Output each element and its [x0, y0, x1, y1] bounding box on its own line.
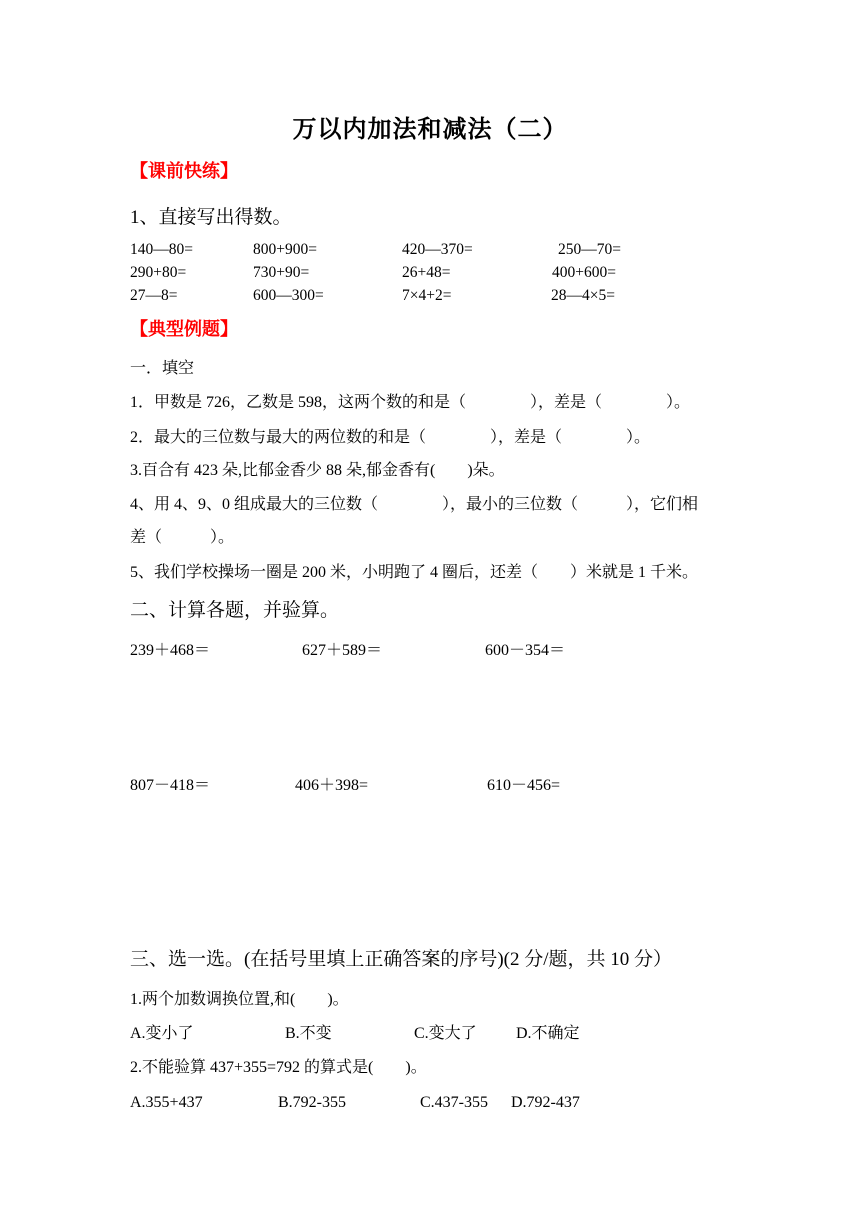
- page-title: 万以内加法和减法（二）: [292, 117, 568, 143]
- oral-cell: 26+48=: [402, 264, 451, 281]
- fill-item-4: 4、用 4、9、0 组成最大的三位数（ ），最小的三位数（ ），它们相: [130, 496, 699, 513]
- calc-problem: 627＋589＝: [302, 642, 383, 659]
- choose-option: D.792-437: [511, 1094, 580, 1111]
- question-1-heading: 1、直接写出得数。: [130, 207, 292, 228]
- choose-option: C.变大了: [414, 1025, 477, 1042]
- choose-option: B.792-355: [278, 1094, 346, 1111]
- fill-item-1: 1．甲数是 726，乙数是 598，这两个数的和是（ ），差是（ ）。: [130, 394, 691, 411]
- fill-item-5: 5、我们学校操场一圈是 200 米，小明跑了 4 圈后，还差（ ）米就是 1 千米。: [130, 564, 699, 581]
- choose-option: C.437-355: [420, 1094, 488, 1111]
- oral-cell: 250—70=: [558, 241, 621, 258]
- fill-item-4-continued: 差（ ）。: [130, 529, 235, 546]
- oral-cell: 290+80=: [130, 264, 187, 281]
- oral-cell: 400+600=: [552, 264, 616, 281]
- choose-option: B.不变: [285, 1025, 332, 1042]
- oral-cell: 420—370=: [402, 241, 473, 258]
- choose-option: A.变小了: [130, 1025, 194, 1042]
- calc-problem: 807－418＝: [130, 777, 211, 794]
- choose-question-1: 1.两个加数调换位置,和( )。: [130, 991, 349, 1008]
- fill-heading: 一．填空: [130, 360, 195, 377]
- oral-cell: 140—80=: [130, 241, 193, 258]
- choose-option: D.不确定: [516, 1025, 580, 1042]
- oral-cell: 27—8=: [130, 287, 178, 304]
- fill-item-2: 2．最大的三位数与最大的两位数的和是（ ），差是（ ）。: [130, 429, 651, 446]
- oral-cell: 800+900=: [253, 241, 317, 258]
- oral-cell: 28—4×5=: [551, 287, 615, 304]
- calc-problem: 406＋398=: [295, 777, 369, 794]
- oral-cell: 600—300=: [253, 287, 324, 304]
- calc-heading: 二、计算各题，并验算。: [130, 600, 340, 621]
- calc-problem: 600－354＝: [485, 642, 566, 659]
- calc-problem: 239＋468＝: [130, 642, 211, 659]
- fill-item-3: 3.百合有 423 朵,比郁金香少 88 朵,郁金香有( )朵。: [130, 462, 505, 479]
- section-pre-class-drill: 【课前快练】: [130, 161, 238, 181]
- calc-problem: 610－456=: [487, 777, 561, 794]
- choose-option: A.355+437: [130, 1094, 203, 1111]
- choose-heading: 三、选一选。(在括号里填上正确答案的序号)(2 分/题，共 10 分）: [130, 949, 673, 970]
- choose-question-2: 2.不能验算 437+355=792 的算式是( )。: [130, 1059, 427, 1076]
- oral-cell: 7×4+2=: [402, 287, 452, 304]
- oral-cell: 730+90=: [253, 264, 310, 281]
- section-typical-examples: 【典型例题】: [130, 319, 238, 339]
